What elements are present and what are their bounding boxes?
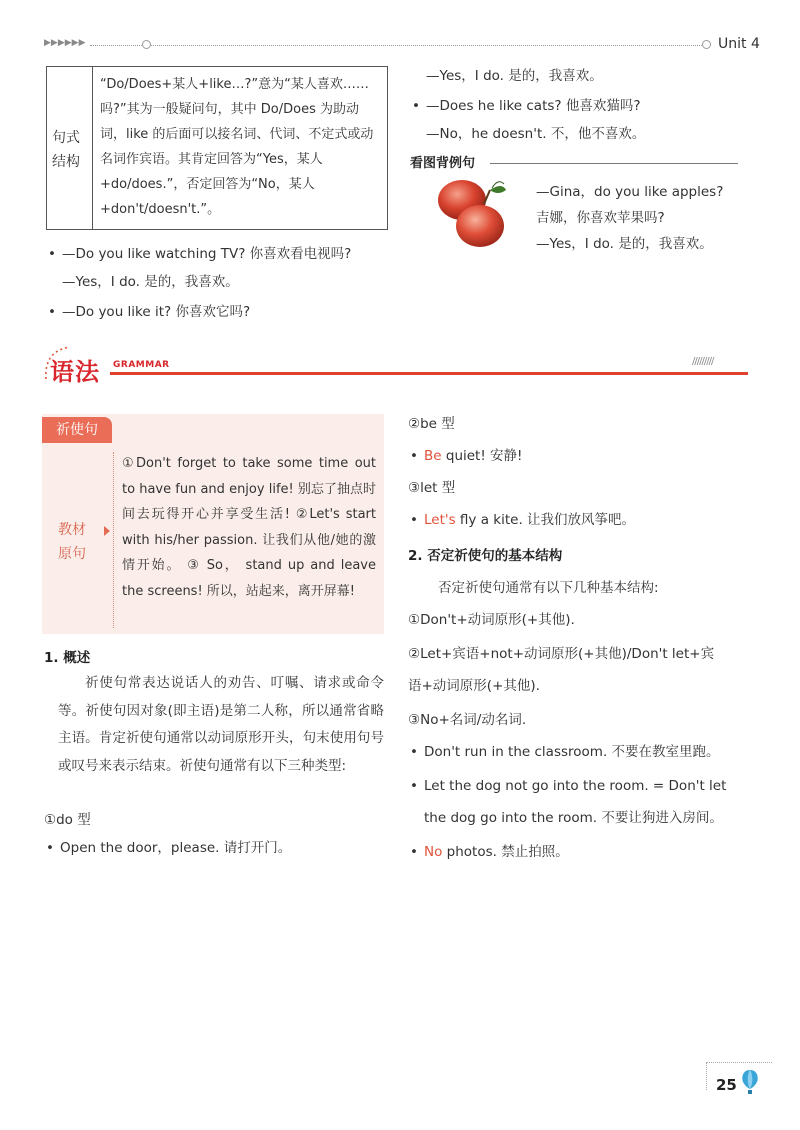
unit-label: Unit 4 (718, 36, 760, 52)
example-rest: fly a kite. 让我们放风筝吧。 (455, 512, 636, 528)
header-ornament (142, 40, 151, 49)
imperative-tag: 祈使句 (42, 417, 112, 443)
highlight-word: Be (424, 448, 442, 464)
type-do: ①do 型 (44, 812, 91, 828)
example-line: • —Does he like cats? 他喜欢猫吗? (412, 96, 641, 116)
example-line: • —Do you like it? 你喜欢它吗? (48, 302, 250, 322)
grammar-rule (110, 372, 748, 375)
footer-dotted-edge (706, 1062, 707, 1090)
structure-box-divider (92, 66, 93, 230)
example-line: • Don't run in the classroom. 不要在教室里跑。 (410, 742, 720, 762)
label-line-2: 结构 (52, 154, 80, 170)
header-arrows: ▶▶▶▶▶▶ (44, 38, 86, 48)
grammar-slashes: ///////// (692, 356, 714, 367)
textbook-box-divider (113, 452, 114, 628)
section-heading-overview: 1. 概述 (44, 650, 91, 666)
section-heading-negative: 2. 否定祈使句的基本结构 (408, 548, 563, 564)
example-line: —Yes，I do. 是的，我喜欢。 (62, 274, 239, 290)
highlight-word: No (424, 844, 443, 860)
picture-line: —Yes，I do. 是的，我喜欢。 (536, 236, 713, 252)
picture-line: 吉娜，你喜欢苹果吗? (536, 210, 665, 226)
example-line: • —Do you like watching TV? 你喜欢看电视吗? (48, 244, 351, 264)
picture-line: —Gina，do you like apples? (536, 184, 724, 200)
header-rule (90, 45, 702, 46)
textbook-sentences: ①Don't forget to take some time out to have fun and enjoy life! 别忘了抽点时间去玩得开心并享受生活! ②Let's start with his/her passion. 让我们从他/她的激情开始。 ③ So， stand up and leave the screens! 所以，站起来，离开屏幕! (122, 456, 376, 599)
label-line-1: 句式 (52, 130, 80, 146)
header-ornament-right (702, 40, 711, 49)
picture-section-rule (490, 163, 738, 164)
structure-box-text: “Do/Does+某人+like…?”意为“某人喜欢……吗?”其为一般疑问句，其中 Do/Does 为助动词，like 的后面可以接名词、代词、不定式或动名词作宾语。其肯定回答为“Yes，某人+do/does.”，否定回答为“No，某人+don't/doesn't.”。 (100, 77, 374, 217)
apples-illustration-icon (432, 176, 512, 252)
label-line-2: 原句 (58, 546, 86, 562)
example-line: —No，he doesn't. 不，他不喜欢。 (426, 126, 646, 142)
overview-paragraph: 祈使句常表达说话人的劝告、叮嘱、请求或命令等。祈使句因对象(即主语)是第二人称，所以通常省略主语。肯定祈使句通常以动词原形开头，句末使用句号或叹号来表示结束。祈使句通常有以下三种类型: (58, 675, 384, 774)
example-line: • Let the dog not go into the room. = Don't let (410, 776, 726, 796)
footer-dotted-rule (706, 1062, 772, 1063)
structure-2-cont: 语+动词原形(+其他). (408, 678, 540, 694)
negative-intro: 否定祈使句通常有以下几种基本结构: (438, 580, 659, 596)
example-line (410, 446, 522, 466)
balloon-icon (740, 1068, 760, 1096)
type-be: ②be 型 (408, 416, 455, 432)
label-line-1: 教材 (58, 522, 86, 538)
structure-3: ③No+名词/动名词. (408, 712, 527, 728)
grammar-subtitle: GRAMMAR (113, 360, 170, 370)
example-line: —Yes，I do. 是的，我喜欢。 (426, 68, 603, 84)
example-line: • Open the door，please. 请打开门。 (46, 838, 291, 858)
example-line (410, 842, 569, 862)
page-number: 25 (716, 1076, 737, 1094)
example-rest: photos. 禁止拍照。 (442, 844, 569, 860)
grammar-title: 语法 (50, 358, 100, 386)
textbook-label (58, 518, 86, 566)
example-rest: quiet! 安静! (441, 448, 523, 464)
structure-1: ①Don't+动词原形(+其他). (408, 612, 575, 628)
structure-box-label (52, 126, 80, 174)
structure-2: ②Let+宾语+not+动词原形(+其他)/Don't let+宾 (408, 646, 715, 662)
highlight-word: Let's (424, 512, 456, 528)
example-line-cont: the dog go into the room. 不要让狗进入房间。 (424, 810, 723, 826)
type-let: ③let 型 (408, 480, 456, 496)
picture-section-title: 看图背例句 (410, 156, 476, 171)
example-line (410, 510, 635, 530)
pointer-arrow-icon (104, 526, 110, 536)
